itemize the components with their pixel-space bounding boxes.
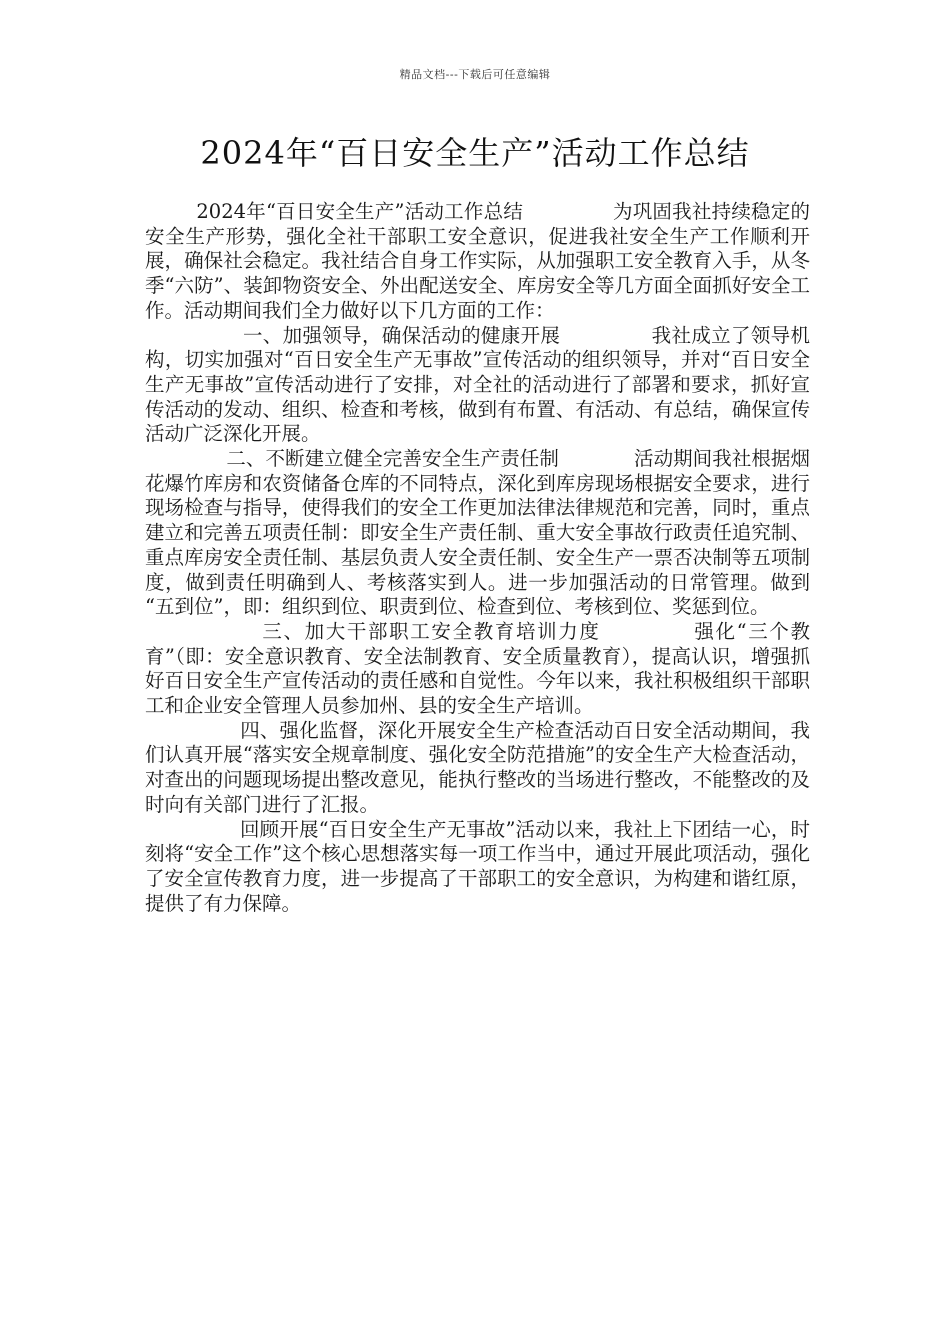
paragraph-conclusion: 回顾开展“百日安全生产无事故”活动以来，我社上下团结一心，时刻将“安全工作”这个核心思想落实每一项工作当中，通过开展此项活动，强化了安全宣传教育力度，进一步提高了干部职工的安全意识，为构建和谐红原，提供了有力保障。 bbox=[145, 817, 810, 915]
paragraph-section-2: 二、不断建立健全完善安全生产责任制 活动期间我社根据烟花爆竹库房和农资储备仓库的不同特点，深化到库房现场根据安全要求，进行现场检查与指导，使得我们的安全工作更加法律法律规范和完善，同时，重点建立和完善五项责任制：即安全生产责任制、重大安全事故行政责任追究制、重点库房安全责任制、基层负责人安全责任制、安全生产一票否决制等五项制度，做到责任明确到人、考核落实到人。进一步加强活动的日常管理。做到 “五到位”，即：组织到位、职责到位、检查到位、考核到位、奖惩到位。 bbox=[145, 447, 823, 619]
document-body bbox=[145, 200, 823, 916]
paragraph-intro: 2024年“百日安全生产”活动工作总结 为巩固我社持续稳定的安全生产形势，强化全社干部职工安全意识，促进我社安全生产工作顺利开展，确保社会稳定。我社结合自身工作实际，从加强职工安全教育入手，从冬季“六防”、装卸物资安全、外出配送安全、库房安全等几方面全面抓好安全工作。活动期间我们全力做好以下几方面的工作： bbox=[145, 200, 810, 322]
paragraph-section-3: 三、加大干部职工安全教育培训力度 强化“三个教育”（即：安全意识教育、安全法制教育、安全质量教育），提高认识，增强抓好百日安全生产宣传活动的责任感和自觉性。今年以来，我社积极组织干部职工和企业安全管理人员参加州、县的安全生产培训。 bbox=[145, 619, 810, 718]
header-note: 精品文档---下载后可任意编辑 bbox=[399, 68, 551, 81]
paragraph-section-1: 一、加强领导，确保活动的健康开展 我社成立了领导机构，切实加强对“百日安全生产无事故”宣传活动的组织领导，并对“百日安全生产无事故”宣传活动进行了安排，对全社的活动进行了部署和要求，抓好宣传活动的发动、组织、检查和考核，做到有布置、有活动、有总结，确保宣传活动广泛深化开展。 bbox=[145, 323, 810, 446]
paragraph-section-4: 四、强化监督，深化开展安全生产检查活动百日安全活动期间，我们认真开展“落实安全规章制度、强化安全防范措施”的安全生产大检查活动，对查出的问题现场提出整改意见，能执行整改的当场进行整改，不能整改的及时向有关部门进行了汇报。 bbox=[145, 718, 810, 816]
document-title: 2024年“百日安全生产”活动工作总结 bbox=[200, 134, 750, 172]
